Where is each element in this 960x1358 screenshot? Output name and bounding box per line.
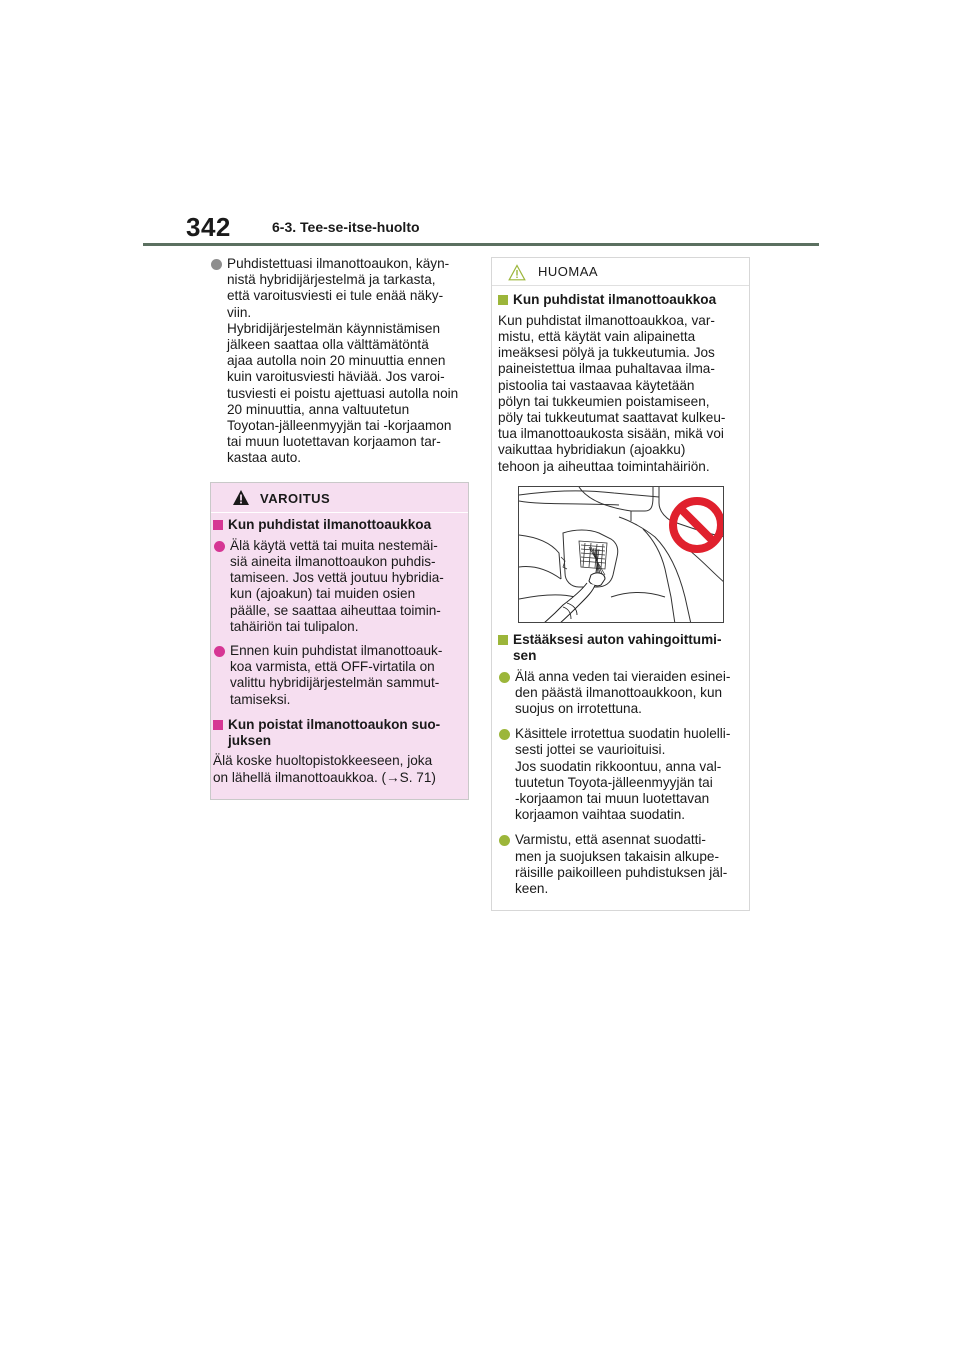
warning-title: VAROITUS	[260, 491, 331, 506]
notice-bullet-water: Älä anna veden tai vieraiden esinei- den päästä ilmanottoaukkoon, kun suojus on irrotettuna.	[498, 669, 748, 718]
notice-cleaning-text: Kun puhdistat ilmanottoaukkoa, var- mistu, että käytät vain alipainetta imeäksesi pölyä ja tukkeutumia. Jos paineistettua ilmaa puhaltavaa ilma- pistoolia tai vastaavaa käytetään pölyn tai tukkeumien poistamiseen, pöly tai tukkeutumat saattavat kulkeu- tua ilmanottoaukosta sisään, mikä voi vaikuttaa hybridiakun (ajoakku) tehoon ja aiheuttaa toimintahäiriön.	[498, 312, 726, 474]
bullet-dot-icon	[499, 729, 510, 740]
intro-line: viin.	[227, 304, 252, 320]
intro-paragraph	[210, 256, 468, 467]
notice-heading-cleaning: Kun puhdistat ilmanottoaukkoa	[498, 292, 748, 308]
square-bullet-icon	[213, 720, 223, 730]
intro-line: ajaa autolla noin 20 minuuttia ennen	[227, 353, 446, 369]
warning-heading-cover: Kun poistat ilmanottoaukon suo- juksen	[213, 717, 465, 749]
warning-bullet-liquids: Älä käytä vettä tai muita nestemäi- siä aineita ilmanottoaukon puhdis- tamiseen. Jos vettä joutuu hybridia- kun (ajoakun) tai muiden osien päälle, se saattaa aiheuttaa toimin- tahäiriön tai tulipalon.	[213, 538, 465, 635]
bullet-dot-icon	[211, 259, 222, 270]
warning-content	[213, 517, 465, 786]
square-bullet-icon	[213, 520, 223, 530]
bullet-dot-icon	[214, 541, 225, 552]
intro-column	[210, 256, 468, 467]
notice-heading-damage: Estääksesi auton vahingoittumi- sen	[498, 632, 748, 664]
intro-line: Puhdistettuasi ilmanottoaukon, käyn-	[227, 256, 450, 271]
intro-line: kuin varoitusviesti häviää. Jos varoi-	[227, 369, 445, 385]
bullet-dot-icon	[214, 646, 225, 657]
prohibition-icon	[673, 501, 721, 549]
warning-box	[210, 482, 469, 800]
bullet-dot-icon	[499, 672, 510, 683]
intro-line: tusviesti ei poistu ajettuasi autolla noin	[227, 385, 459, 401]
warning-heading-cleaning: Kun puhdistat ilmanottoaukkoa	[213, 517, 465, 533]
intro-line: jälkeen saattaa olla välttämätöntä	[227, 337, 429, 353]
square-bullet-icon	[498, 295, 508, 305]
notice-bullet-filter: Käsittele irrotettua suodatin huolelli- sesti jottei se vaurioituisi. Jos suodatin rikkoontuu, anna val- tuutetun Toyota-jälleenmyyjän tai -korjaamon tai muun luotettavan korjaamon vaihtaa suodatin.	[498, 726, 748, 823]
section-title: 6-3. Tee-se-itse-huolto	[272, 219, 420, 235]
notice-box	[491, 257, 750, 911]
intro-line: Toyotan-jälleenmyyjän tai -korjaamon	[227, 418, 452, 434]
header-rule	[143, 243, 819, 246]
intro-line: Hybridijärjestelmän käynnistämisen	[227, 320, 441, 336]
notice-bullet-reinstall: Varmistu, että asennat suodatti- men ja suojuksen takaisin alkupe- räisille paikoilleen puhdistuksen jäl- keen.	[498, 832, 748, 897]
vacuum-cleaning-illustration	[519, 487, 724, 623]
warning-header	[211, 483, 468, 513]
intro-line: kastaa auto.	[227, 450, 302, 466]
intro-line: että varoitusviesti ei tule enää näky-	[227, 288, 444, 304]
page-number: 342	[186, 212, 231, 242]
warning-bullet-off-mode: Ennen kuin puhdistat ilmanottoauk- koa varmista, että OFF-virtatila on valittu hybridijärjestelmän sammut- tamiseksi.	[213, 643, 465, 708]
intro-line: nistä hybridijärjestelmä ja tarkasta,	[227, 272, 436, 288]
notice-header	[492, 258, 749, 286]
notice-title: HUOMAA	[538, 264, 599, 279]
warning-triangle-icon	[232, 489, 250, 506]
warning-cover-text: Älä koske huoltopistokkeeseen, joka on lähellä ilmanottoaukkoa. (→S. 71)	[213, 753, 436, 785]
air-intake-illustration	[518, 486, 724, 623]
square-bullet-icon	[498, 635, 508, 645]
notice-content-bottom	[498, 632, 748, 897]
intro-line: 20 minuuttia, anna valtuutetun	[227, 401, 410, 417]
bullet-dot-icon	[499, 835, 510, 846]
notice-triangle-icon	[508, 264, 526, 281]
intro-line: tai muun luotettavan korjaamon tar-	[227, 434, 441, 450]
notice-content-top	[498, 292, 748, 475]
